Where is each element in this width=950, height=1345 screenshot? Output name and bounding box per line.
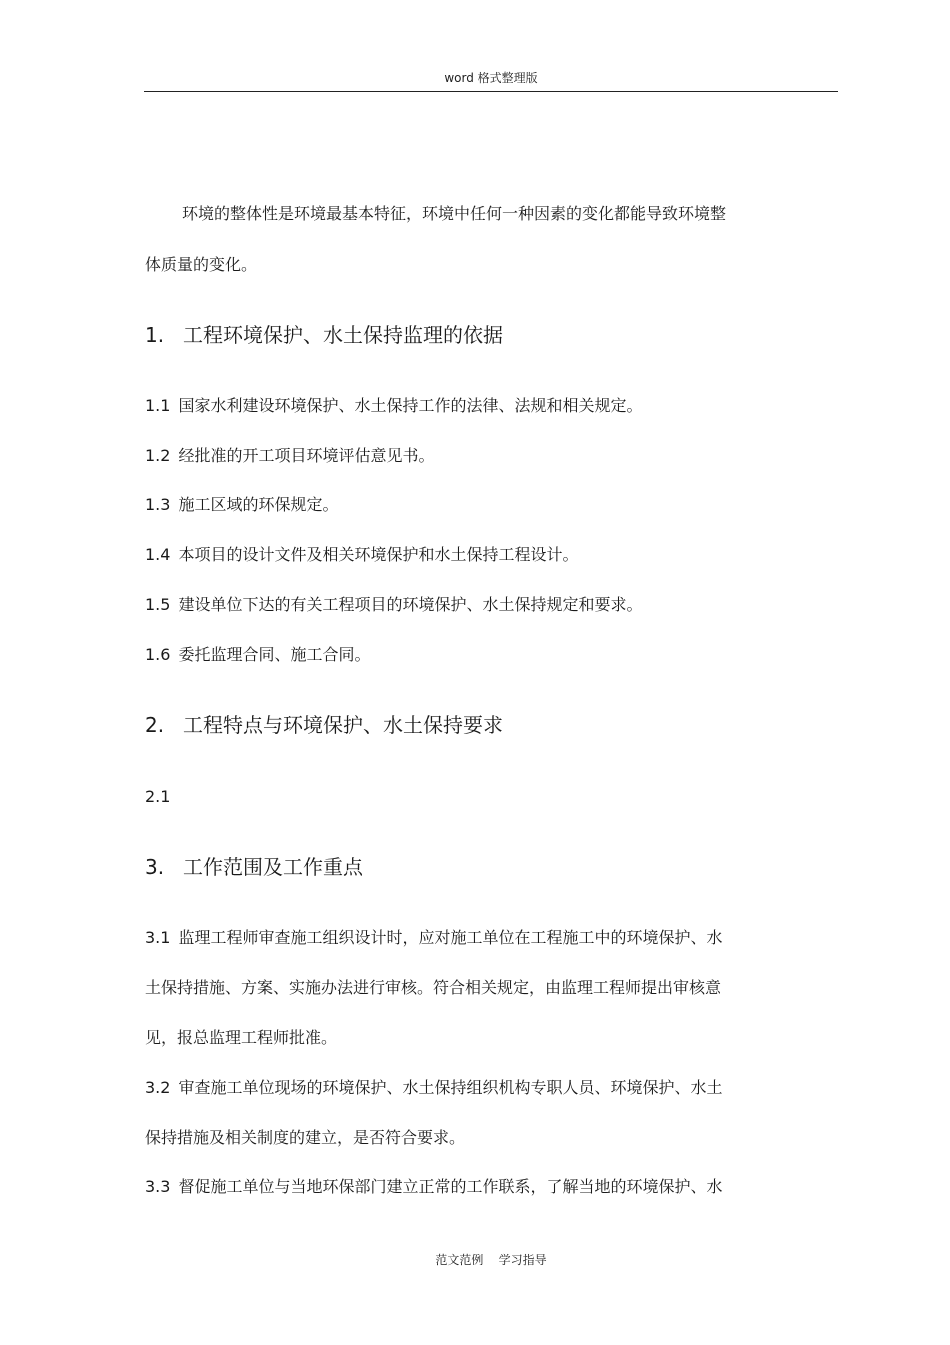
item-text: 审查施工单位现场的环境保护、水土保持组织机构专职人员、环境保护、水土 (178, 1078, 723, 1097)
item-number: 1.1 (145, 396, 171, 415)
item-text: 施工区域的环保规定。 (178, 495, 339, 514)
item-3-1-line-2: 土保持措施、方案、实施办法进行审核。符合相关规定，由监理工程师提出审核意 (145, 978, 722, 997)
section-3-number: 3. (145, 855, 165, 879)
item-number: 2.1 (145, 787, 171, 806)
item-3-3-line-1 (145, 1174, 722, 1200)
item-number: 1.2 (145, 446, 171, 465)
item-1-3 (145, 492, 338, 518)
item-text: 建设单位下达的有关工程项目的环境保护、水土保持规定和要求。 (178, 595, 643, 614)
item-number: 3.2 (145, 1078, 171, 1097)
item-number: 1.4 (145, 545, 171, 564)
item-text: 国家水利建设环境保护、水土保持工作的法律、法规和相关规定。 (178, 396, 643, 415)
item-1-1 (145, 393, 642, 419)
page-footer: 范文范例 学习指导 (435, 1253, 547, 1267)
item-text: 督促施工单位与当地环保部门建立正常的工作联系，了解当地的环境保护、水 (178, 1177, 723, 1196)
section-1-number: 1. (145, 323, 165, 347)
section-2-number: 2. (145, 713, 165, 737)
item-text: 经批准的开工项目环境评估意见书。 (178, 446, 435, 465)
section-1-heading (145, 320, 503, 350)
item-3-1-line-1 (145, 925, 722, 951)
item-number: 1.6 (145, 645, 171, 664)
item-number: 3.1 (145, 928, 171, 947)
intro-line-1: 环境的整体性是环境最基本特征，环境中任何一种因素的变化都能导致环境整 (182, 204, 727, 223)
item-1-5 (145, 592, 642, 618)
item-1-6 (145, 642, 370, 668)
item-text: 监理工程师审查施工组织设计时，应对施工单位在工程施工中的环境保护、水 (178, 928, 723, 947)
section-2-heading (145, 710, 503, 740)
page-header: word 格式整理版 (444, 71, 538, 85)
item-3-1-line-3: 见，报总监理工程师批准。 (145, 1028, 338, 1047)
section-1-title: 工程环境保护、水土保持监理的依据 (183, 323, 503, 347)
section-3-title: 工作范围及工作重点 (183, 855, 363, 879)
section-2-title: 工程特点与环境保护、水土保持要求 (183, 713, 503, 737)
item-1-2 (145, 443, 434, 469)
header-rule (144, 91, 838, 92)
section-3-heading (145, 852, 363, 882)
item-1-4 (145, 542, 578, 568)
item-text: 委托监理合同、施工合同。 (178, 645, 371, 664)
item-number: 3.3 (145, 1177, 171, 1196)
item-number: 1.5 (145, 595, 171, 614)
item-3-2-line-2: 保持措施及相关制度的建立，是否符合要求。 (145, 1128, 466, 1147)
item-3-2-line-1 (145, 1075, 722, 1101)
item-text: 本项目的设计文件及相关环境保护和水土保持工程设计。 (178, 545, 579, 564)
item-2-1 (145, 784, 178, 810)
item-number: 1.3 (145, 495, 171, 514)
intro-line-2: 体质量的变化。 (145, 255, 258, 274)
